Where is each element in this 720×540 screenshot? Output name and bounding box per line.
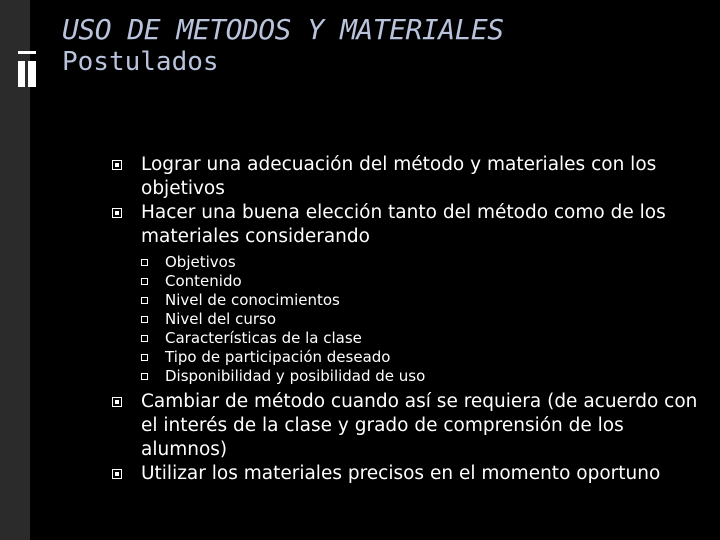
hollow-square-bullet-icon: [141, 297, 148, 304]
square-bullet-icon: [112, 397, 122, 407]
hollow-square-bullet-icon: [141, 259, 148, 266]
title-main: USO DE METODOS Y MATERIALES: [62, 13, 504, 46]
sub-bullet-item: [141, 310, 702, 329]
sub-bullet-text: Tipo de participación deseado: [165, 348, 391, 366]
decorative-bar-long: [18, 51, 36, 54]
bullet-text: Lograr una adecuación del método y materiales con los objetivos: [141, 154, 657, 199]
sub-bullet-item: [141, 253, 702, 272]
bullet-text: Hacer una buena elección tanto del método como de los materiales considerando: [141, 202, 666, 247]
sub-bullet-text: Nivel del curso: [165, 310, 277, 328]
sub-bullet-list: [141, 253, 702, 386]
decorative-bar-right: [28, 61, 36, 87]
bullet-item: [112, 462, 702, 486]
slide-title: [62, 14, 504, 78]
sub-bullet-text: Objetivos: [165, 253, 236, 271]
bullet-item: [112, 201, 702, 249]
hollow-square-bullet-icon: [141, 354, 148, 361]
title-subtitle: Postulados: [62, 47, 219, 77]
hollow-square-bullet-icon: [141, 316, 148, 323]
bullet-list: [112, 153, 702, 486]
square-bullet-icon: [112, 469, 122, 479]
sub-bullet-item: [141, 348, 702, 367]
hollow-square-bullet-icon: [141, 373, 148, 380]
bullet-item: [112, 390, 702, 462]
bullet-item: [112, 153, 702, 201]
sub-bullet-item: [141, 291, 702, 310]
hollow-square-bullet-icon: [141, 335, 148, 342]
bullet-text: Utilizar los materiales precisos en el momento oportuno: [141, 463, 661, 484]
square-bullet-icon: [112, 160, 122, 170]
sub-bullet-text: Contenido: [165, 272, 242, 290]
bullet-text: Cambiar de método cuando así se requiera (de acuerdo con el interés de la clase y grado de comprensión de los alumnos): [141, 391, 698, 460]
sub-bullet-item: [141, 272, 702, 291]
sub-bullet-text: Disponibilidad y posibilidad de uso: [165, 367, 426, 385]
sub-bullet-item: [141, 329, 702, 348]
hollow-square-bullet-icon: [141, 278, 148, 285]
decorative-bar-left: [18, 61, 25, 87]
sub-bullet-text: Características de la clase: [165, 329, 362, 347]
sub-bullet-item: [141, 367, 702, 386]
sub-bullet-text: Nivel de conocimientos: [165, 291, 340, 309]
square-bullet-icon: [112, 208, 122, 218]
